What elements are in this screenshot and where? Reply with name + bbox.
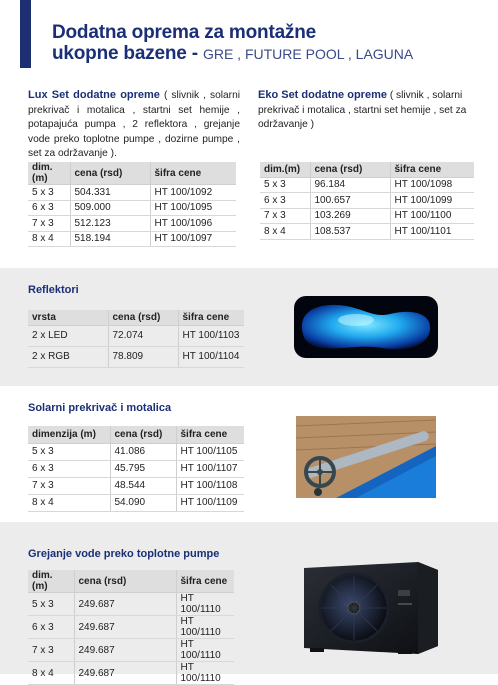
table-row (28, 231, 236, 247)
eko-set-description (258, 88, 476, 133)
grejanje-table (28, 570, 234, 685)
table-row (28, 593, 234, 616)
table-cell: HT 100/1095 (150, 200, 236, 216)
table-cell: HT 100/1110 (176, 593, 234, 616)
table-cell: 5 x 3 (28, 593, 74, 616)
table-cell: HT 100/1105 (176, 443, 244, 460)
page-title-line1: Dodatna oprema za montažne (52, 22, 317, 43)
table-cell: 509.000 (70, 200, 150, 216)
pool-light-graphic (294, 296, 438, 358)
table-row (28, 185, 236, 201)
table-cell: 78.809 (108, 346, 178, 367)
column-header: dim.(m) (28, 162, 70, 185)
table-cell: 54.090 (110, 494, 176, 511)
table-header-row (28, 426, 244, 443)
column-header: cena (rsd) (74, 570, 176, 593)
table-header-row (28, 570, 234, 593)
table-cell: HT 100/1110 (176, 639, 234, 662)
table-cell: HT 100/1100 (390, 208, 474, 224)
pool-light-image (294, 296, 438, 358)
table-row (28, 346, 244, 367)
column-header: vrsta (28, 310, 108, 325)
page-title-bold: ukopne bazene - (52, 43, 203, 64)
table-cell: 96.184 (310, 177, 390, 193)
table-cell: HT 100/1109 (176, 494, 244, 511)
table-cell: 5 x 3 (260, 177, 310, 193)
column-header: cena (rsd) (310, 162, 390, 177)
table-cell: 7 x 3 (260, 208, 310, 224)
column-header: dim. (m) (28, 570, 74, 593)
table-cell: HT 100/1103 (178, 325, 244, 346)
table-cell: HT 100/1096 (150, 216, 236, 232)
table-cell: HT 100/1107 (176, 460, 244, 477)
table-row (28, 616, 234, 639)
column-header: šifra cene (390, 162, 474, 177)
table-row (28, 216, 236, 232)
table-cell: 8 x 4 (28, 494, 110, 511)
solar-cover-reel-image (296, 416, 436, 498)
table-cell: HT 100/1101 (390, 224, 474, 240)
table-cell: 72.074 (108, 325, 178, 346)
eko-set-text: ( slivnik , solarni prekrivač i motalica , startni set hemije , set za održavanje ) (258, 90, 467, 130)
table-cell: 5 x 3 (28, 185, 70, 201)
page-title-line2 (52, 43, 413, 65)
eko-set-name: Eko Set dodatne opreme (258, 89, 387, 101)
table-cell: HT 100/1099 (390, 193, 474, 209)
grejanje-title: Grejanje vode preko toplotne pumpe (28, 548, 220, 560)
table-cell: 249.687 (74, 593, 176, 616)
table-row (28, 477, 244, 494)
table-row (28, 494, 244, 511)
reflektori-title: Reflektori (28, 284, 79, 296)
table-header-row (260, 162, 474, 177)
column-header: cena (rsd) (108, 310, 178, 325)
table-cell: 5 x 3 (28, 443, 110, 460)
table-cell: HT 100/1110 (176, 616, 234, 639)
solar-cover-graphic (296, 416, 436, 498)
table-cell: 7 x 3 (28, 216, 70, 232)
table-cell: 249.687 (74, 616, 176, 639)
solarni-title: Solarni prekrivač i motalica (28, 402, 172, 414)
column-header: šifra cene (176, 426, 244, 443)
page-title-brands: GRE , FUTURE POOL , LAGUNA (202, 46, 414, 62)
table-cell: 512.123 (70, 216, 150, 232)
lux-set-table (28, 162, 236, 247)
column-header: šifra cene (150, 162, 236, 185)
table-cell: 249.687 (74, 662, 176, 685)
table-row (28, 662, 234, 685)
table-cell: HT 100/1092 (150, 185, 236, 201)
table-cell: 2 x RGB (28, 346, 108, 367)
column-header: cena (rsd) (110, 426, 176, 443)
lux-set-description (28, 88, 240, 162)
table-cell: 249.687 (74, 639, 176, 662)
table-cell: 108.537 (310, 224, 390, 240)
lux-set-text: ( slivnik , solarni prekrivač i motalica , startni set hemije , potapajuća pumpa , 2 reflektora , grejanje vode preko toplotne pumpe , dozirne pumpe , set za održavanje ). (28, 90, 240, 159)
column-header: dimenzija (m) (28, 426, 110, 443)
table-row (28, 639, 234, 662)
column-header: šifra cene (176, 570, 234, 593)
table-cell: HT 100/1097 (150, 231, 236, 247)
lux-set-name: Lux Set dodatne opreme (28, 89, 160, 101)
header-accent-bar (20, 0, 31, 68)
table-cell: 48.544 (110, 477, 176, 494)
column-header: cena (rsd) (70, 162, 150, 185)
table-row (28, 325, 244, 346)
table-cell: 6 x 3 (28, 200, 70, 216)
table-row (28, 460, 244, 477)
table-cell: 8 x 4 (28, 231, 70, 247)
reflektori-section (0, 268, 498, 386)
table-cell: 6 x 3 (260, 193, 310, 209)
solarni-table (28, 426, 244, 512)
table-cell: 8 x 4 (28, 662, 74, 685)
table-cell: 100.657 (310, 193, 390, 209)
page-header (0, 0, 498, 90)
table-cell: HT 100/1098 (390, 177, 474, 193)
table-header-row (28, 162, 236, 185)
reflektori-table (28, 310, 244, 368)
table-row (260, 193, 474, 209)
table-cell: 7 x 3 (28, 639, 74, 662)
table-row (28, 200, 236, 216)
table-row (260, 208, 474, 224)
table-cell: HT 100/1104 (178, 346, 244, 367)
column-header: šifra cene (178, 310, 244, 325)
table-cell: 504.331 (70, 185, 150, 201)
table-cell: 7 x 3 (28, 477, 110, 494)
table-cell: 41.086 (110, 443, 176, 460)
table-row (260, 224, 474, 240)
eko-set-table (260, 162, 474, 240)
grejanje-section (0, 522, 498, 684)
solarni-section (0, 386, 498, 522)
table-cell: HT 100/1110 (176, 662, 234, 685)
table-cell: 518.194 (70, 231, 150, 247)
table-cell: 2 x LED (28, 325, 108, 346)
table-row (260, 177, 474, 193)
table-cell: 103.269 (310, 208, 390, 224)
table-header-row (28, 310, 244, 325)
table-cell: HT 100/1108 (176, 477, 244, 494)
heat-pump-graphic (298, 560, 442, 656)
table-cell: 8 x 4 (260, 224, 310, 240)
table-row (28, 443, 244, 460)
table-cell: 6 x 3 (28, 616, 74, 639)
column-header: dim.(m) (260, 162, 310, 177)
table-cell: 6 x 3 (28, 460, 110, 477)
table-cell: 45.795 (110, 460, 176, 477)
heat-pump-image (298, 560, 442, 656)
